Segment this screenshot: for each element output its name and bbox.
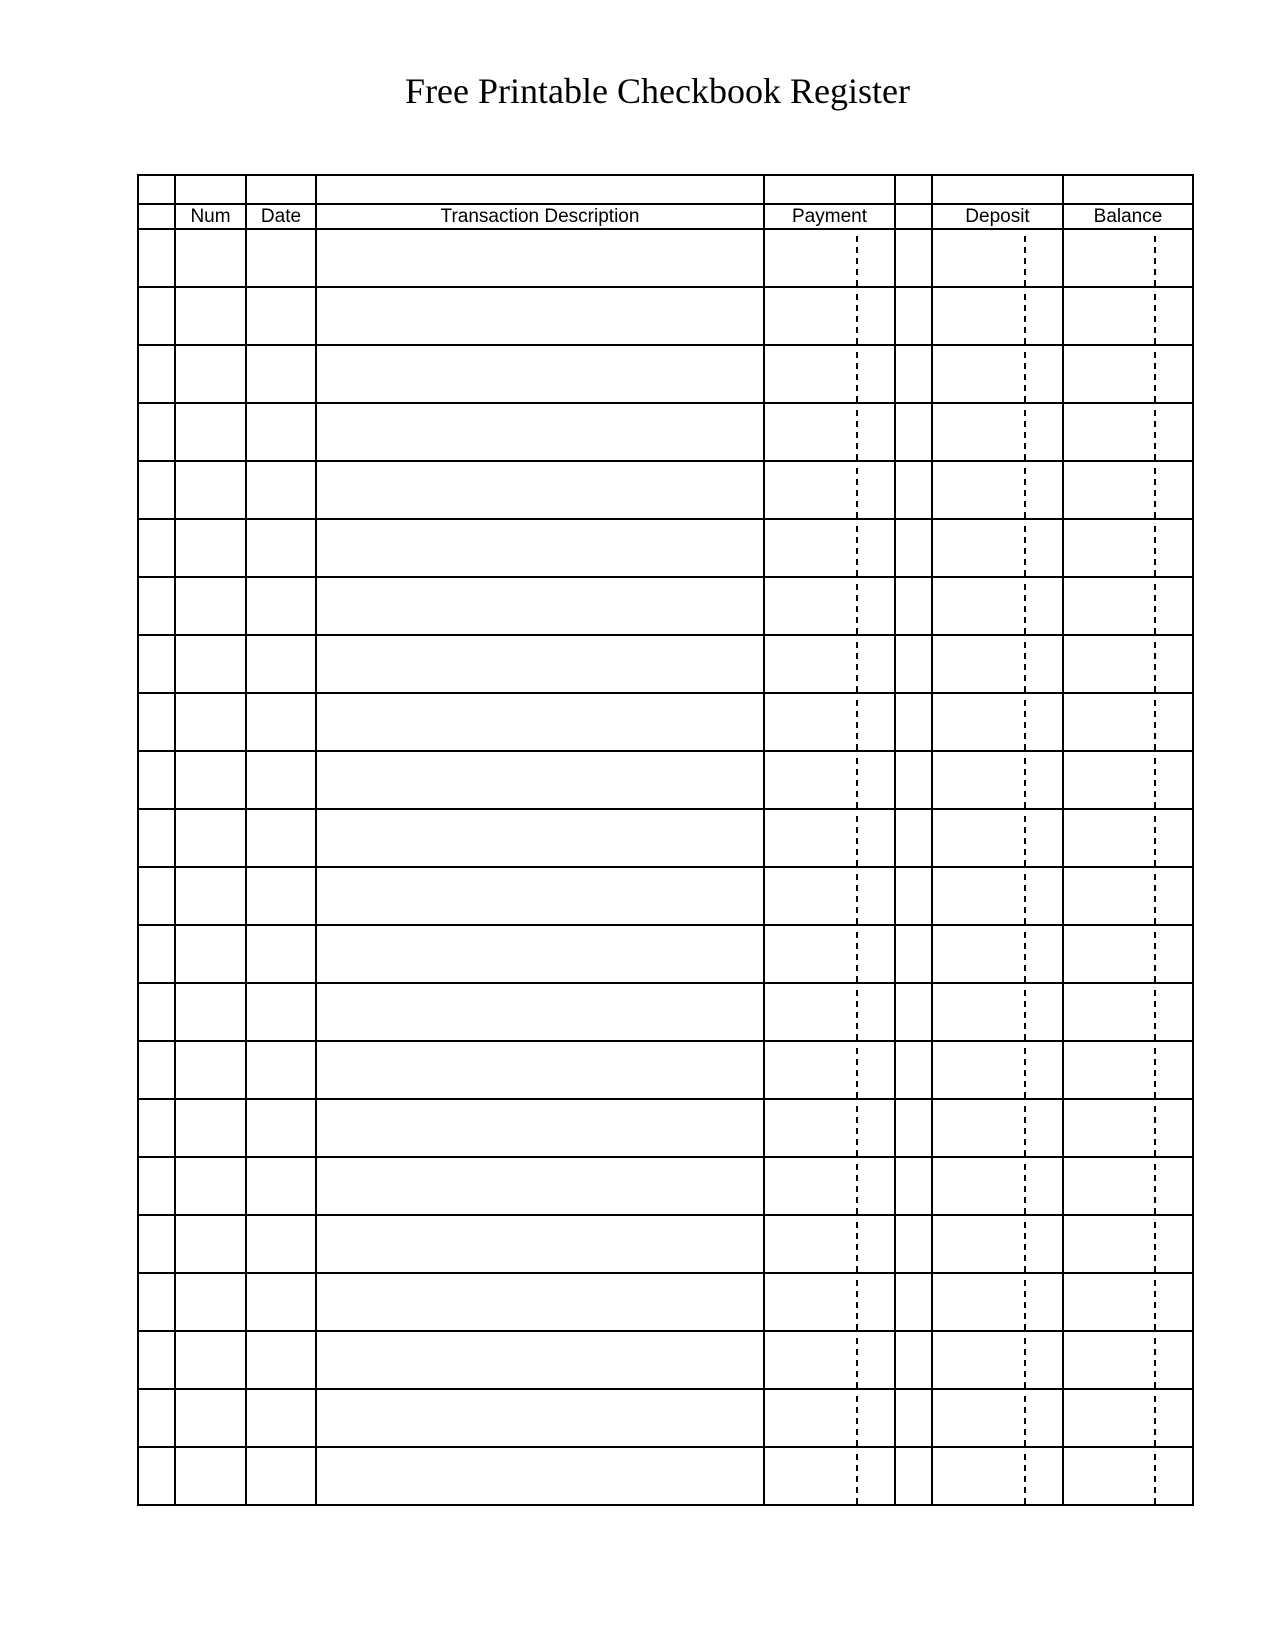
description-cell[interactable] — [316, 229, 764, 287]
balance-cell[interactable] — [1063, 577, 1193, 635]
balance-cell[interactable] — [1063, 519, 1193, 577]
check-cell[interactable] — [138, 1273, 175, 1331]
check-cell[interactable] — [138, 1157, 175, 1215]
payment-cell[interactable] — [764, 345, 895, 403]
deposit-cell[interactable] — [932, 519, 1063, 577]
date-cell[interactable] — [246, 1099, 316, 1157]
deposit-cell[interactable] — [932, 867, 1063, 925]
description-cell[interactable] — [316, 1273, 764, 1331]
table-row — [138, 345, 1193, 403]
deposit-cell[interactable] — [932, 1273, 1063, 1331]
cleared-cell[interactable] — [895, 1273, 932, 1331]
cleared-cell[interactable] — [895, 693, 932, 751]
check-cell[interactable] — [138, 403, 175, 461]
cleared-cell[interactable] — [895, 751, 932, 809]
payment-cell[interactable] — [764, 635, 895, 693]
payment-cell[interactable] — [764, 693, 895, 751]
check-cell[interactable] — [138, 1389, 175, 1447]
date-cell[interactable] — [246, 925, 316, 983]
num-cell[interactable] — [175, 925, 246, 983]
top-cell-balance — [1063, 175, 1193, 204]
top-cell-payment — [764, 175, 895, 204]
date-cell[interactable] — [246, 751, 316, 809]
check-cell[interactable] — [138, 983, 175, 1041]
column-header-description: Transaction Description — [316, 204, 764, 229]
deposit-cell[interactable] — [932, 1041, 1063, 1099]
payment-cell[interactable] — [764, 461, 895, 519]
cleared-cell[interactable] — [895, 519, 932, 577]
num-cell[interactable] — [175, 751, 246, 809]
page-title: Free Printable Checkbook Register — [405, 71, 910, 111]
check-cell[interactable] — [138, 809, 175, 867]
table-row — [138, 635, 1193, 693]
cleared-cell[interactable] — [895, 1389, 932, 1447]
num-cell[interactable] — [175, 867, 246, 925]
payment-cell[interactable] — [764, 925, 895, 983]
check-cell[interactable] — [138, 751, 175, 809]
payment-cell[interactable] — [764, 1157, 895, 1215]
table-row — [138, 1099, 1193, 1157]
num-cell[interactable] — [175, 693, 246, 751]
num-cell[interactable] — [175, 345, 246, 403]
check-cell[interactable] — [138, 693, 175, 751]
description-cell[interactable] — [316, 751, 764, 809]
top-cell-date — [246, 175, 316, 204]
top-cell-check — [138, 175, 175, 204]
table-row — [138, 229, 1193, 287]
num-cell[interactable] — [175, 1215, 246, 1273]
table-row — [138, 925, 1193, 983]
description-cell[interactable] — [316, 809, 764, 867]
check-cell[interactable] — [138, 1041, 175, 1099]
description-cell[interactable] — [316, 983, 764, 1041]
table-header-row — [138, 204, 1193, 229]
balance-cell[interactable] — [1063, 1331, 1193, 1389]
check-cell[interactable] — [138, 577, 175, 635]
top-cell-deposit — [932, 175, 1063, 204]
date-cell[interactable] — [246, 809, 316, 867]
cleared-cell[interactable] — [895, 461, 932, 519]
cleared-cell[interactable] — [895, 983, 932, 1041]
table-row — [138, 1389, 1193, 1447]
column-header-deposit: Deposit — [932, 204, 1063, 229]
cleared-cell[interactable] — [895, 635, 932, 693]
check-cell[interactable] — [138, 519, 175, 577]
table-row — [138, 751, 1193, 809]
deposit-cell[interactable] — [932, 635, 1063, 693]
column-header-cleared — [895, 204, 932, 229]
checkbook-register-table — [137, 174, 1194, 1506]
date-cell[interactable] — [246, 1447, 316, 1505]
cleared-cell[interactable] — [895, 1157, 932, 1215]
balance-cell[interactable] — [1063, 1389, 1193, 1447]
num-cell[interactable] — [175, 983, 246, 1041]
column-header-date: Date — [246, 204, 316, 229]
table-row — [138, 287, 1193, 345]
description-cell[interactable] — [316, 635, 764, 693]
table-top-row — [138, 175, 1193, 204]
payment-cell[interactable] — [764, 1099, 895, 1157]
num-cell[interactable] — [175, 1157, 246, 1215]
date-cell[interactable] — [246, 693, 316, 751]
deposit-cell[interactable] — [932, 1389, 1063, 1447]
description-cell[interactable] — [316, 403, 764, 461]
balance-cell[interactable] — [1063, 461, 1193, 519]
payment-cell[interactable] — [764, 403, 895, 461]
table-row — [138, 1447, 1193, 1505]
table-row — [138, 1331, 1193, 1389]
date-cell[interactable] — [246, 1215, 316, 1273]
date-cell[interactable] — [246, 983, 316, 1041]
description-cell[interactable] — [316, 461, 764, 519]
balance-cell[interactable] — [1063, 635, 1193, 693]
table-row — [138, 577, 1193, 635]
num-cell[interactable] — [175, 1447, 246, 1505]
payment-cell[interactable] — [764, 519, 895, 577]
deposit-cell[interactable] — [932, 229, 1063, 287]
balance-cell[interactable] — [1063, 693, 1193, 751]
balance-cell[interactable] — [1063, 867, 1193, 925]
payment-cell[interactable] — [764, 1273, 895, 1331]
date-cell[interactable] — [246, 1157, 316, 1215]
payment-cell[interactable] — [764, 751, 895, 809]
balance-cell[interactable] — [1063, 345, 1193, 403]
cleared-cell[interactable] — [895, 1041, 932, 1099]
balance-cell[interactable] — [1063, 1041, 1193, 1099]
balance-cell[interactable] — [1063, 1273, 1193, 1331]
num-cell[interactable] — [175, 635, 246, 693]
num-cell[interactable] — [175, 403, 246, 461]
payment-cell[interactable] — [764, 577, 895, 635]
payment-cell[interactable] — [764, 1447, 895, 1505]
check-cell[interactable] — [138, 1447, 175, 1505]
check-cell[interactable] — [138, 635, 175, 693]
date-cell[interactable] — [246, 1273, 316, 1331]
balance-cell[interactable] — [1063, 403, 1193, 461]
table-row — [138, 983, 1193, 1041]
cleared-cell[interactable] — [895, 1447, 932, 1505]
deposit-cell[interactable] — [932, 693, 1063, 751]
description-cell[interactable] — [316, 1447, 764, 1505]
top-cell-cleared — [895, 175, 932, 204]
deposit-cell[interactable] — [932, 809, 1063, 867]
description-cell[interactable] — [316, 1099, 764, 1157]
balance-cell[interactable] — [1063, 1215, 1193, 1273]
payment-cell[interactable] — [764, 229, 895, 287]
deposit-cell[interactable] — [932, 1215, 1063, 1273]
description-cell[interactable] — [316, 345, 764, 403]
balance-cell[interactable] — [1063, 1157, 1193, 1215]
cleared-cell[interactable] — [895, 1331, 932, 1389]
balance-cell[interactable] — [1063, 809, 1193, 867]
description-cell[interactable] — [316, 1041, 764, 1099]
description-cell[interactable] — [316, 287, 764, 345]
deposit-cell[interactable] — [932, 345, 1063, 403]
date-cell[interactable] — [246, 461, 316, 519]
description-cell[interactable] — [316, 1389, 764, 1447]
table-row — [138, 693, 1193, 751]
cleared-cell[interactable] — [895, 867, 932, 925]
num-cell[interactable] — [175, 461, 246, 519]
deposit-cell[interactable] — [932, 1447, 1063, 1505]
cleared-cell[interactable] — [895, 1099, 932, 1157]
num-cell[interactable] — [175, 809, 246, 867]
balance-cell[interactable] — [1063, 751, 1193, 809]
column-header-num: Num — [175, 204, 246, 229]
table-row — [138, 1273, 1193, 1331]
check-cell[interactable] — [138, 867, 175, 925]
num-cell[interactable] — [175, 1099, 246, 1157]
payment-cell[interactable] — [764, 1215, 895, 1273]
table-row — [138, 403, 1193, 461]
balance-cell[interactable] — [1063, 287, 1193, 345]
date-cell[interactable] — [246, 1389, 316, 1447]
cleared-cell[interactable] — [895, 287, 932, 345]
description-cell[interactable] — [316, 1215, 764, 1273]
payment-cell[interactable] — [764, 809, 895, 867]
payment-cell[interactable] — [764, 1041, 895, 1099]
date-cell[interactable] — [246, 1041, 316, 1099]
deposit-cell[interactable] — [932, 1157, 1063, 1215]
payment-cell[interactable] — [764, 1331, 895, 1389]
cleared-cell[interactable] — [895, 577, 932, 635]
cleared-cell[interactable] — [895, 345, 932, 403]
num-cell[interactable] — [175, 229, 246, 287]
date-cell[interactable] — [246, 403, 316, 461]
check-cell[interactable] — [138, 229, 175, 287]
deposit-cell[interactable] — [932, 925, 1063, 983]
description-cell[interactable] — [316, 867, 764, 925]
check-cell[interactable] — [138, 925, 175, 983]
payment-cell[interactable] — [764, 983, 895, 1041]
payment-cell[interactable] — [764, 867, 895, 925]
date-cell[interactable] — [246, 1331, 316, 1389]
date-cell[interactable] — [246, 229, 316, 287]
num-cell[interactable] — [175, 287, 246, 345]
top-cell-description — [316, 175, 764, 204]
table-row — [138, 1041, 1193, 1099]
balance-cell[interactable] — [1063, 925, 1193, 983]
table-row — [138, 1215, 1193, 1273]
check-cell[interactable] — [138, 461, 175, 519]
date-cell[interactable] — [246, 577, 316, 635]
date-cell[interactable] — [246, 519, 316, 577]
deposit-cell[interactable] — [932, 1331, 1063, 1389]
deposit-cell[interactable] — [932, 1099, 1063, 1157]
payment-cell[interactable] — [764, 1389, 895, 1447]
column-header-balance: Balance — [1063, 204, 1193, 229]
num-cell[interactable] — [175, 1389, 246, 1447]
deposit-cell[interactable] — [932, 983, 1063, 1041]
payment-cell[interactable] — [764, 287, 895, 345]
deposit-cell[interactable] — [932, 577, 1063, 635]
table-row — [138, 1157, 1193, 1215]
num-cell[interactable] — [175, 519, 246, 577]
top-cell-num — [175, 175, 246, 204]
cleared-cell[interactable] — [895, 1215, 932, 1273]
description-cell[interactable] — [316, 1157, 764, 1215]
balance-cell[interactable] — [1063, 229, 1193, 287]
column-header-payment: Payment — [764, 204, 895, 229]
table-row — [138, 519, 1193, 577]
deposit-cell[interactable] — [932, 461, 1063, 519]
num-cell[interactable] — [175, 1273, 246, 1331]
date-cell[interactable] — [246, 867, 316, 925]
cleared-cell[interactable] — [895, 403, 932, 461]
date-cell[interactable] — [246, 287, 316, 345]
table-row — [138, 867, 1193, 925]
table-row — [138, 809, 1193, 867]
check-cell[interactable] — [138, 1099, 175, 1157]
num-cell[interactable] — [175, 577, 246, 635]
description-cell[interactable] — [316, 577, 764, 635]
description-cell[interactable] — [316, 925, 764, 983]
num-cell[interactable] — [175, 1331, 246, 1389]
deposit-cell[interactable] — [932, 403, 1063, 461]
deposit-cell[interactable] — [932, 751, 1063, 809]
description-cell[interactable] — [316, 519, 764, 577]
check-cell[interactable] — [138, 1215, 175, 1273]
column-header-check — [138, 204, 175, 229]
deposit-cell[interactable] — [932, 287, 1063, 345]
num-cell[interactable] — [175, 1041, 246, 1099]
cleared-cell[interactable] — [895, 229, 932, 287]
date-cell[interactable] — [246, 345, 316, 403]
balance-cell[interactable] — [1063, 1099, 1193, 1157]
cleared-cell[interactable] — [895, 925, 932, 983]
check-cell[interactable] — [138, 1331, 175, 1389]
check-cell[interactable] — [138, 287, 175, 345]
date-cell[interactable] — [246, 635, 316, 693]
check-cell[interactable] — [138, 345, 175, 403]
balance-cell[interactable] — [1063, 1447, 1193, 1505]
description-cell[interactable] — [316, 693, 764, 751]
table-row — [138, 461, 1193, 519]
balance-cell[interactable] — [1063, 983, 1193, 1041]
cleared-cell[interactable] — [895, 809, 932, 867]
description-cell[interactable] — [316, 1331, 764, 1389]
